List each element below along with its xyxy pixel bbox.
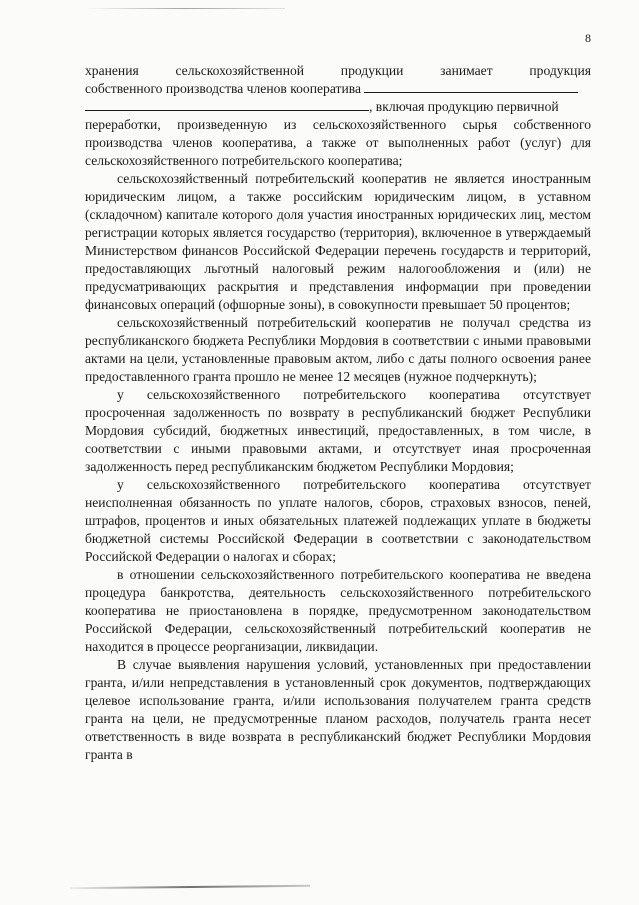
paragraph-1 — [85, 62, 591, 170]
paragraph-1-line-2 — [85, 80, 591, 98]
paragraph-5: у сельскохозяйственного потребительского кооператива отсутствует неисполненная обязанность по уплате налогов, сборов, страховых взносов, пеней, штрафов, процентов и иных обязательных платежей подлежащих уплате в бюджеты бюджетной системы Российской Федерации в соответствии с законодательством Российской Федерации о налогах и сборах; — [85, 477, 591, 564]
paragraph-1-line-1: хранения сельскохозяйственной продукции занимает продукция — [85, 63, 591, 78]
paragraph-1-rest: переработки, произведенную из сельскохозяйственного сырья собственного производства членов кооператива, а также от выполненных работ (услуг) для сельскохозяйственного потребительского кооператива; — [85, 117, 591, 168]
scan-artifact-bottom — [70, 885, 310, 890]
paragraph-2: сельскохозяйственный потребительский кооператив не является иностранным юридическим лицом, а также российским юридическим лицом, в уставном (складочном) капитале которого доля участия иностранных юридических лиц, местом регистрации которых является государство (территория), включенное в утверждаемый Министерством финансов Российской Федерации перечень государств и территорий, предоставляющих льготный налоговый режим налогообложения и (или) не предусматривающих раскрытия и представления информации при проведении финансовых операций (офшорные зоны), в совокупности превышает 50 процентов; — [85, 171, 591, 312]
paragraph-1-line-3-text: , включая продукцию первичной — [369, 99, 559, 114]
fill-in-blank — [85, 98, 369, 111]
fill-in-blank — [364, 80, 578, 93]
paragraph-3: сельскохозяйственный потребительский кооператив не получал средства из республиканского бюджета Республики Мордовия в соответствии с иными правовыми актами на цели, установленные правовым актом, либо с даты полного освоения ранее предоставленного гранта прошло не менее 12 месяцев (нужное подчеркнуть); — [85, 315, 591, 384]
page-number: 8 — [585, 31, 591, 45]
paragraph-4: у сельскохозяйственного потребительского кооператива отсутствует просроченная задолженность по возврату в республиканский бюджет Республики Мордовия субсидий, бюджетных инвестиций, предоставленных, в том числе, в соответствии с иными правовыми актами, и отсутствует иная просроченная задолженность перед республиканским бюджетом Республики Мордовия; — [85, 387, 591, 474]
paragraph-7: В случае выявления нарушения условий, установленных при предоставлении гранта, и/или непредставления в установленный срок документов, подтверждающих целевое использование гранта, и/или использования получателем гранта средств гранта на цели, не предусмотренные планом расходов, получатель гранта несет ответственность в виде возврата в республиканский бюджет Республики Мордовия гранта в — [85, 657, 591, 762]
paragraph-1-line-3 — [85, 98, 591, 116]
document-body — [85, 62, 591, 764]
paragraph-1-line-2-text: собственного производства членов кооператива — [85, 81, 362, 96]
scan-artifact-top — [85, 8, 285, 9]
paragraph-6: в отношении сельскохозяйственного потребительского кооператива не введена процедура банкротства, деятельность сельскохозяйственного потребительского кооператива не приостановлена в порядке, предусмотренном законодательством Российской Федерации, сельскохозяйственный потребительский кооператив не находится в процессе реорганизации, ликвидации. — [85, 567, 591, 654]
